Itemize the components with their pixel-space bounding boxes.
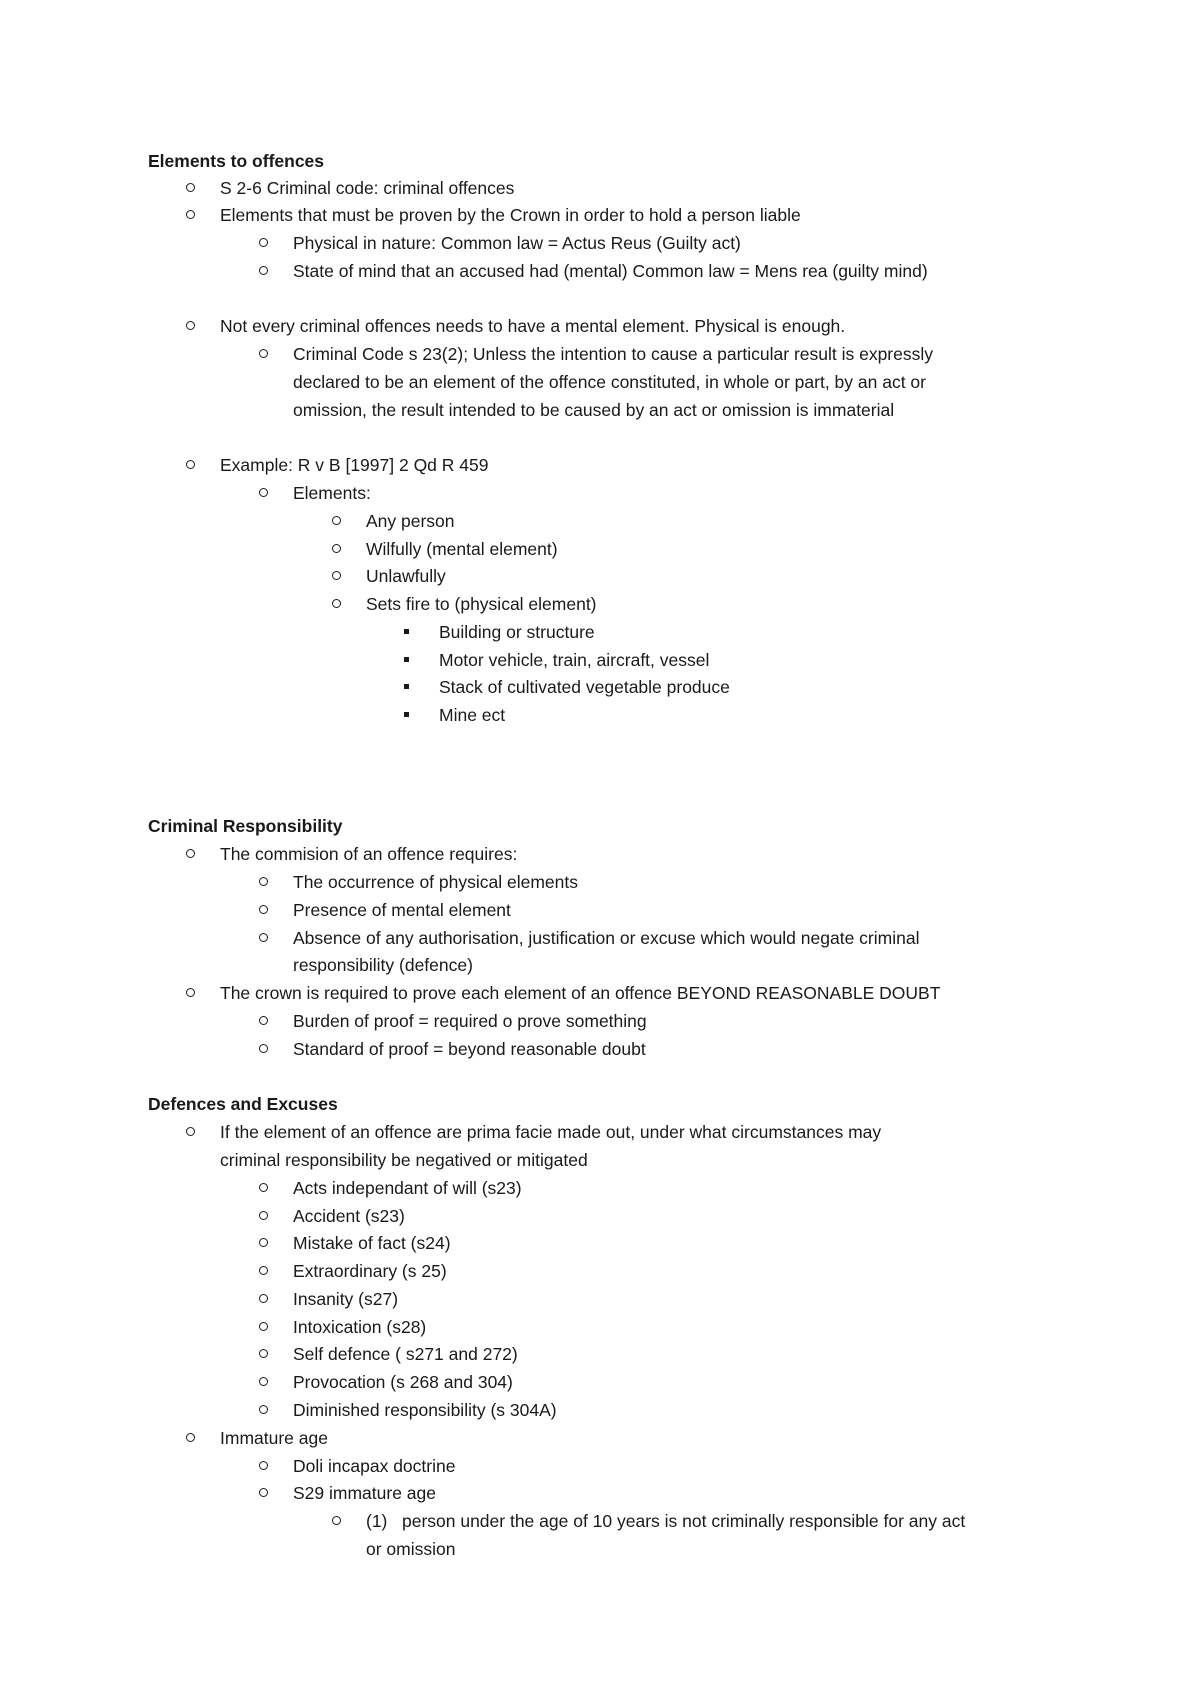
list-item <box>0 479 1200 507</box>
list-item <box>0 507 1200 535</box>
square-bullet-icon <box>404 618 409 646</box>
list-item-text: Motor vehicle, train, aircraft, vessel <box>439 650 710 670</box>
list-item-text: The commision of an offence requires: <box>220 844 518 864</box>
list-item <box>0 1424 1200 1452</box>
circle-bullet-icon <box>259 1257 268 1285</box>
list-item-text: Absence of any authorisation, justification or excuse which would negate criminal <box>293 928 920 948</box>
heading-text: Elements to offences <box>148 151 325 171</box>
circle-bullet-icon <box>259 1313 268 1341</box>
list-item-text: Elements that must be proven by the Crown in order to hold a person liable <box>220 205 801 225</box>
list-item <box>0 1174 1200 1202</box>
list-item-text: Stack of cultivated vegetable produce <box>439 677 730 697</box>
circle-bullet-icon <box>259 1202 268 1230</box>
list-item-text: Diminished responsibility (s 304A) <box>293 1400 557 1420</box>
circle-bullet-icon <box>186 312 195 340</box>
list-item <box>0 1507 1200 1535</box>
section-heading-defences <box>0 1090 1200 1118</box>
list-item-text: S 2-6 Criminal code: criminal offences <box>220 178 515 198</box>
list-item <box>0 1257 1200 1285</box>
list-item <box>0 340 1200 368</box>
list-item-text: or omission <box>366 1539 456 1559</box>
heading-text: Criminal Responsibility <box>148 816 343 836</box>
list-item <box>0 1229 1200 1257</box>
circle-bullet-icon <box>259 257 268 285</box>
list-item-text: Mine ect <box>439 705 506 725</box>
list-item-text: (1) person under the age of 10 years is not criminally responsible for any act <box>366 1511 966 1531</box>
circle-bullet-icon <box>332 507 341 535</box>
list-item-text: responsibility (defence) <box>293 955 473 975</box>
circle-bullet-icon <box>259 1479 268 1507</box>
circle-bullet-icon <box>259 1452 268 1480</box>
list-item <box>0 562 1200 590</box>
list-item-text: Elements: <box>293 483 371 503</box>
list-item <box>0 646 1200 674</box>
circle-bullet-icon <box>259 896 268 924</box>
list-item <box>0 535 1200 563</box>
list-item <box>0 1285 1200 1313</box>
list-item-continuation <box>0 396 1200 424</box>
list-item-text: State of mind that an accused had (mental) Common law = Mens rea (guilty mind) <box>293 261 928 281</box>
circle-bullet-icon <box>186 979 195 1007</box>
list-item <box>0 257 1200 285</box>
list-item-text: Sets fire to (physical element) <box>366 594 597 614</box>
list-item <box>0 1368 1200 1396</box>
list-item-continuation <box>0 1146 1200 1174</box>
circle-bullet-icon <box>259 868 268 896</box>
list-item-continuation <box>0 368 1200 396</box>
circle-bullet-icon <box>186 201 195 229</box>
list-item-text: declared to be an element of the offence constituted, in whole or part, by an act or <box>293 372 926 392</box>
circle-bullet-icon <box>259 1285 268 1313</box>
list-item-text: criminal responsibility be negatived or mitigated <box>220 1150 588 1170</box>
list-item-text: Criminal Code s 23(2); Unless the intention to cause a particular result is expressly <box>293 344 934 364</box>
circle-bullet-icon <box>259 1340 268 1368</box>
circle-bullet-icon <box>332 535 341 563</box>
list-item-text: The crown is required to prove each element of an offence BEYOND REASONABLE DOUBT <box>220 983 941 1003</box>
list-item <box>0 451 1200 479</box>
circle-bullet-icon <box>186 174 195 202</box>
list-item <box>0 201 1200 229</box>
circle-bullet-icon <box>259 924 268 952</box>
list-item <box>0 979 1200 1007</box>
circle-bullet-icon <box>332 1507 341 1535</box>
list-item <box>0 1340 1200 1368</box>
circle-bullet-icon <box>332 562 341 590</box>
list-item-text: S29 immature age <box>293 1483 436 1503</box>
list-item-text: Extraordinary (s 25) <box>293 1261 447 1281</box>
circle-bullet-icon <box>332 590 341 618</box>
heading-text: Defences and Excuses <box>148 1094 338 1114</box>
list-item-text: The occurrence of physical elements <box>293 872 578 892</box>
circle-bullet-icon <box>186 1118 195 1146</box>
list-item <box>0 229 1200 257</box>
circle-bullet-icon <box>186 1424 195 1452</box>
circle-bullet-icon <box>259 1229 268 1257</box>
list-item-text: Example: R v B [1997] 2 Qd R 459 <box>220 455 489 475</box>
list-item-continuation <box>0 1535 1200 1563</box>
list-item <box>0 618 1200 646</box>
circle-bullet-icon <box>259 1174 268 1202</box>
circle-bullet-icon <box>259 1396 268 1424</box>
list-item <box>0 701 1200 729</box>
list-item <box>0 840 1200 868</box>
list-item-text: Insanity (s27) <box>293 1289 399 1309</box>
square-bullet-icon <box>404 673 409 701</box>
list-item-text: Immature age <box>220 1428 328 1448</box>
list-item-text: Acts independant of will (s23) <box>293 1178 522 1198</box>
list-item-text: Self defence ( s271 and 272) <box>293 1344 518 1364</box>
list-item-text: Standard of proof = beyond reasonable doubt <box>293 1039 646 1059</box>
list-item-text: Doli incapax doctrine <box>293 1456 456 1476</box>
circle-bullet-icon <box>259 340 268 368</box>
circle-bullet-icon <box>259 1007 268 1035</box>
list-item-text: Not every criminal offences needs to have a mental element. Physical is enough. <box>220 316 846 336</box>
circle-bullet-icon <box>186 451 195 479</box>
list-item-text: Physical in nature: Common law = Actus Reus (Guilty act) <box>293 233 741 253</box>
list-item <box>0 1452 1200 1480</box>
list-item-text: Presence of mental element <box>293 900 511 920</box>
list-item-text: If the element of an offence are prima facie made out, under what circumstances may <box>220 1122 882 1142</box>
list-item <box>0 896 1200 924</box>
section-heading-elements <box>0 147 1200 175</box>
list-item <box>0 1396 1200 1424</box>
circle-bullet-icon <box>259 479 268 507</box>
list-item-text: Burden of proof = required o prove something <box>293 1011 647 1031</box>
list-item <box>0 868 1200 896</box>
list-item <box>0 673 1200 701</box>
list-item <box>0 312 1200 340</box>
list-item <box>0 1007 1200 1035</box>
list-item <box>0 924 1200 952</box>
list-item-text: Provocation (s 268 and 304) <box>293 1372 513 1392</box>
list-item-text: Unlawfully <box>366 566 446 586</box>
list-item-text: omission, the result intended to be caused by an act or omission is immaterial <box>293 400 895 420</box>
list-item <box>0 1313 1200 1341</box>
list-item-text: Mistake of fact (s24) <box>293 1233 451 1253</box>
section-heading-criminal-responsibility <box>0 812 1200 840</box>
list-item-text: Intoxication (s28) <box>293 1317 427 1337</box>
list-item <box>0 1035 1200 1063</box>
list-item-text: Wilfully (mental element) <box>366 539 558 559</box>
square-bullet-icon <box>404 646 409 674</box>
list-item <box>0 174 1200 202</box>
circle-bullet-icon <box>186 840 195 868</box>
list-item-text: Building or structure <box>439 622 595 642</box>
list-item <box>0 1118 1200 1146</box>
list-item <box>0 590 1200 618</box>
list-item-text: Accident (s23) <box>293 1206 405 1226</box>
list-item-continuation <box>0 951 1200 979</box>
square-bullet-icon <box>404 701 409 729</box>
circle-bullet-icon <box>259 229 268 257</box>
circle-bullet-icon <box>259 1035 268 1063</box>
list-item-text: Any person <box>366 511 455 531</box>
circle-bullet-icon <box>259 1368 268 1396</box>
list-item <box>0 1479 1200 1507</box>
list-item <box>0 1202 1200 1230</box>
